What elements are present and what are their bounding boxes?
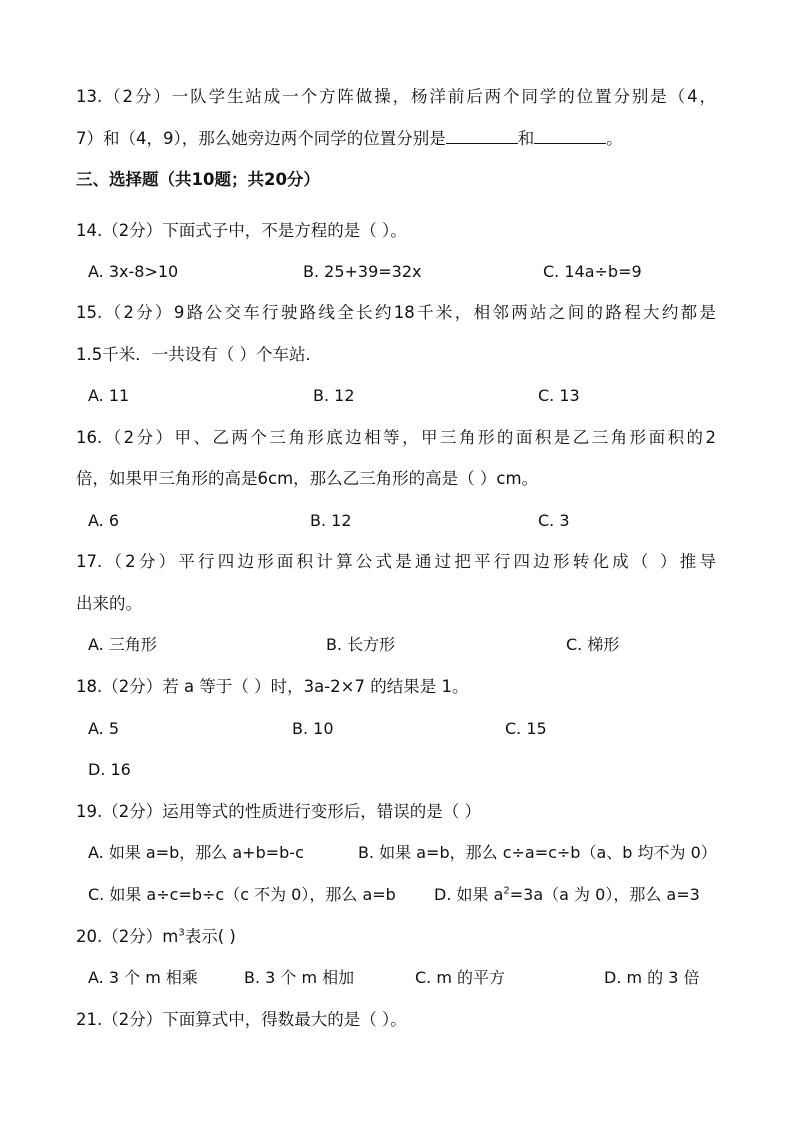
q13-and: 和 — [517, 129, 535, 148]
q17-option-b: B. 长方形 — [326, 635, 396, 654]
q16-line-1: 16.（2分）甲、乙两个三角形底边相等，甲三角形的面积是乙三角形面积的2 — [76, 428, 716, 447]
q16-line-2: 倍，如果甲三角形的高是6cm，那么乙三角形的高是（ ）cm。 — [76, 469, 539, 488]
q18-option-c: C. 15 — [505, 719, 547, 738]
q20-stem-exponent: 3 — [178, 927, 185, 939]
q18-option-b: B. 10 — [292, 719, 334, 738]
q19-option-d-exponent: 2 — [503, 885, 510, 897]
q20-option-b: B. 3 个 m 相加 — [244, 968, 355, 987]
q19-option-d-pre: D. 如果 a — [434, 885, 504, 904]
q16-option-c: C. 3 — [538, 511, 570, 530]
q13-line-1: 13.（2分）一队学生站成一个方阵做操，杨洋前后两个同学的位置分别是（4， — [76, 87, 716, 106]
q14-stem: 14.（2分）下面式子中，不是方程的是（ ）。 — [76, 221, 407, 240]
q14-option-c: C. 14a÷b=9 — [543, 262, 642, 281]
q17-option-a: A. 三角形 — [88, 635, 157, 654]
q21-stem: 21.（2分）下面算式中，得数最大的是（ ）。 — [76, 1010, 407, 1029]
q19-stem: 19.（2分）运用等式的性质进行变形后，错误的是（ ） — [76, 802, 481, 821]
q17-option-c: C. 梯形 — [566, 635, 620, 654]
q15-option-b: B. 12 — [313, 386, 355, 405]
q18-stem: 18.（2分）若 a 等于（ ）时，3a-2×7 的结果是 1。 — [76, 677, 469, 696]
answer-blank-1 — [446, 129, 518, 144]
q13-end: 。 — [606, 129, 623, 148]
q20-option-c: C. m 的平方 — [415, 968, 506, 987]
q16-option-b: B. 12 — [310, 511, 352, 530]
q19-option-d — [434, 884, 700, 906]
q17-line-2: 出来的。 — [76, 594, 142, 613]
q20-option-d: D. m 的 3 倍 — [604, 968, 700, 987]
section-heading: 三、选择题（共10题；共20分） — [76, 170, 320, 189]
answer-blank-2 — [534, 129, 606, 144]
q14-option-a: A. 3x-8>10 — [88, 262, 179, 281]
q18-option-d: D. 16 — [88, 760, 131, 779]
q19-option-c: C. 如果 a÷c=b÷c（c 不为 0），那么 a=b — [88, 885, 396, 904]
q19-option-d-post: =3a（a 为 0），那么 a=3 — [509, 885, 700, 904]
q19-option-a: A. 如果 a=b，那么 a+b=b-c — [88, 843, 304, 862]
q13-line-2 — [76, 128, 716, 150]
q20-option-a: A. 3 个 m 相乘 — [88, 968, 198, 987]
q18-option-a: A. 5 — [88, 719, 120, 738]
q20-stem — [76, 926, 716, 948]
q20-stem-pre: 20.（2分）m — [76, 927, 179, 946]
q14-option-b: B. 25+39=32x — [303, 262, 422, 281]
q13-text: 7）和（4，9），那么她旁边两个同学的位置分别是 — [76, 129, 446, 148]
q17-line-1: 17.（2分）平行四边形面积计算公式是通过把平行四边形转化成（ ）推导 — [76, 552, 716, 571]
q19-option-b: B. 如果 a=b，那么 c÷a=c÷b（a、b 均不为 0） — [358, 843, 717, 862]
q15-line-2: 1.5千米．一共设有（ ）个车站． — [76, 345, 322, 364]
q15-line-1: 15.（2分）9路公交车行驶路线全长约18千米，相邻两站之间的路程大约都是 — [76, 303, 716, 322]
q15-option-a: A. 11 — [88, 386, 130, 405]
q16-option-a: A. 6 — [88, 511, 120, 530]
q20-stem-post: 表示( ) — [184, 927, 236, 946]
q15-option-c: C. 13 — [538, 386, 580, 405]
